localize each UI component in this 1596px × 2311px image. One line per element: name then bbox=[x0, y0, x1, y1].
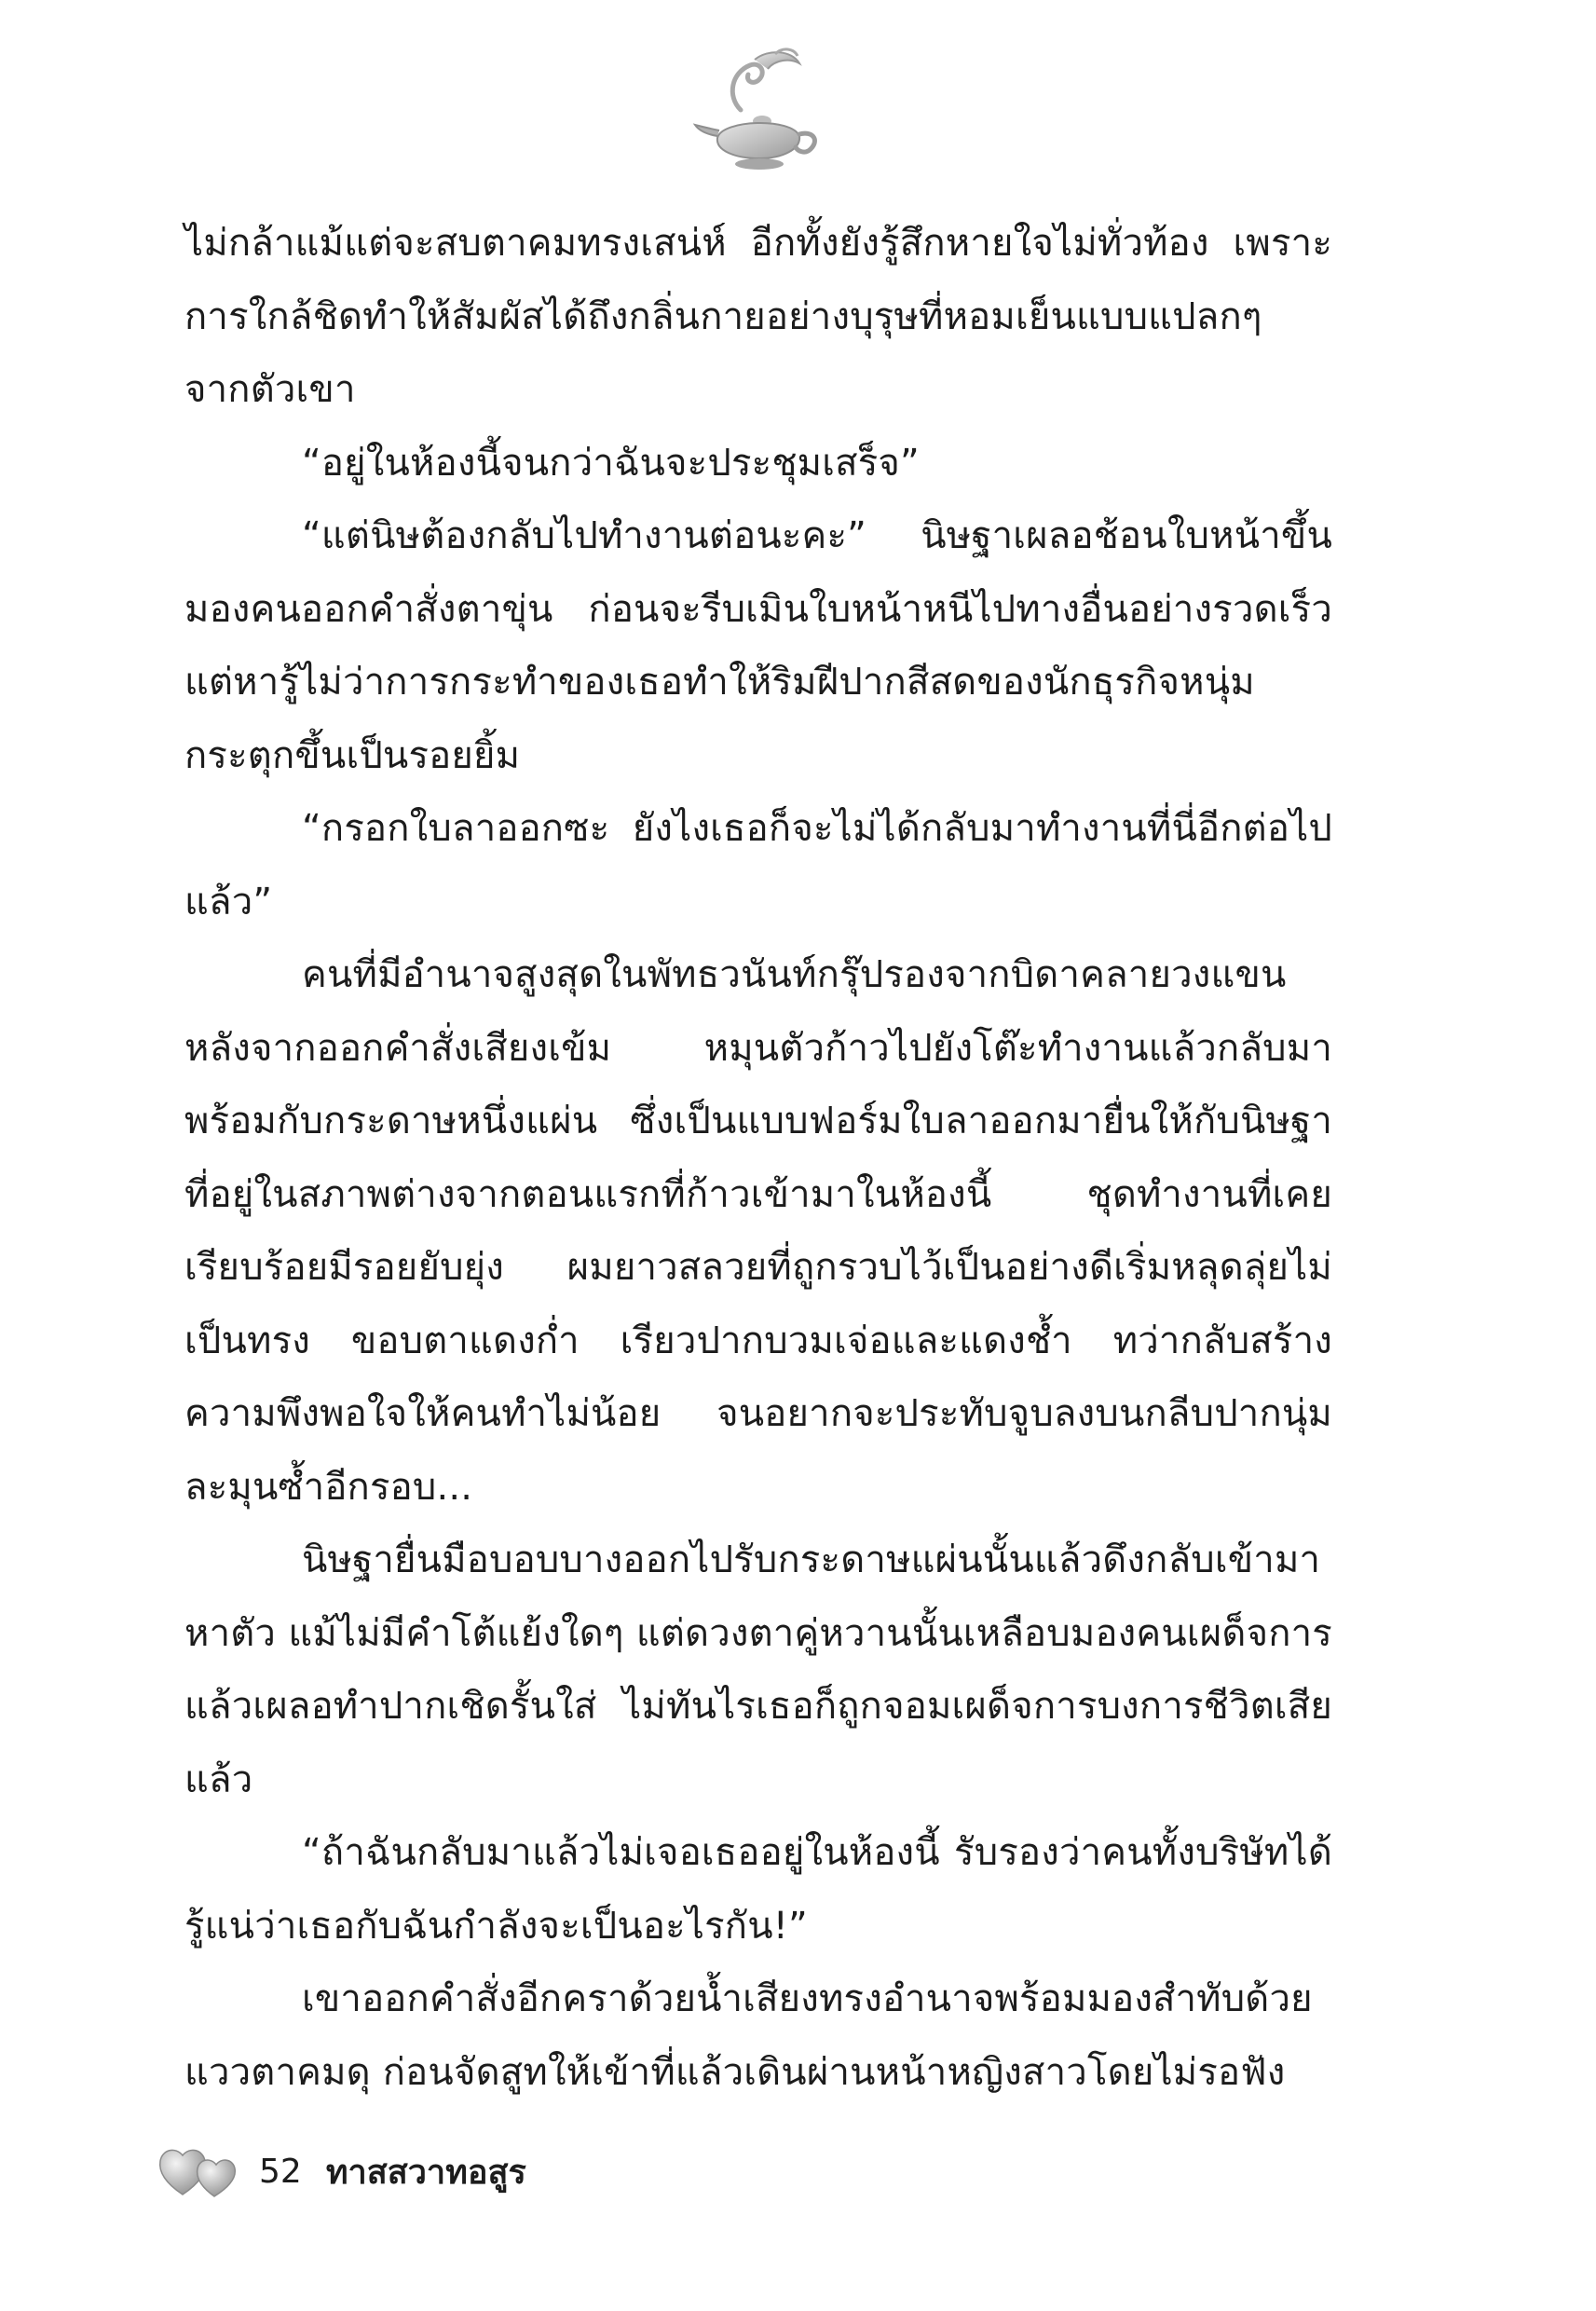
paragraph: นิษฐายื่นมือบอบบางออกไปรับกระดาษแผ่นนั้นแล้วดึงกลับเข้ามาหาตัว แม้ไม่มีคำโต้แย้งใดๆ แต่ดวงตาคู่หวานนั้นเหลือบมองคนเผด็จการแล้วเผลอทำปากเชิดรั้นใส่ ไม่ทันไรเธอก็ถูกจอมเผด็จการบงการชีวิตเสียแล้ว bbox=[184, 1538, 1332, 1801]
paragraph: ไม่กล้าแม้แต่จะสบตาคมทรงเสน่ห์ อีกทั้งยังรู้สึกหายใจไม่ทั่วท้อง เพราะการใกล้ชิดทำให้สัมผัสได้ถึงกลิ่นกายอย่างบุรุษที่หอมเย็นแบบแปลกๆ จากตัวเขา bbox=[184, 222, 1332, 411]
genie-lamp-icon bbox=[689, 45, 829, 175]
page-number: 52 bbox=[259, 2152, 302, 2191]
paragraph: เขาออกคำสั่งอีกคราด้วยน้ำเสียงทรงอำนาจพร้อมมองสำทับด้วยแววตาคมดุ ก่อนจัดสูทให้เข้าที่แล้วเดินผ่านหน้าหญิงสาวโดยไม่รอฟัง bbox=[184, 1977, 1313, 2094]
book-title: ทาสสวาทอสูร bbox=[325, 2153, 526, 2192]
paragraph: “อยู่ในห้องนี้จนกว่าฉันจะประชุมเสร็จ” bbox=[302, 441, 920, 485]
paragraph: “แต่นิษต้องกลับไปทำงานต่อนะคะ” นิษฐาเผลอช้อนใบหน้าขึ้นมองคนออกคำสั่งตาขุ่น ก่อนจะรีบเมินใบหน้าหนีไปทางอื่นอย่างรวดเร็ว แต่หารู้ไม่ว่าการกระทำของเธอทำให้ริมฝีปากสีสดของนักธุรกิจหนุ่มกระตุกขึ้นเป็นรอยยิ้ม bbox=[184, 514, 1332, 777]
paragraph: “ถ้าฉันกลับมาแล้วไม่เจอเธออยู่ในห้องนี้ รับรองว่าคนทั้งบริษัทได้รู้แน่ว่าเธอกับฉันกำลังจะเป็นอะไรกัน!” bbox=[184, 1831, 1332, 1948]
paragraph: “กรอกใบลาออกซะ ยังไงเธอก็จะไม่ได้กลับมาทำงานที่นี่อีกต่อไปแล้ว” bbox=[184, 807, 1332, 923]
hearts-icon bbox=[157, 2142, 242, 2200]
body-text bbox=[184, 207, 1332, 2109]
page-footer bbox=[157, 2134, 526, 2208]
paragraph: คนที่มีอำนาจสูงสุดในพัทธวนันท์กรุ๊ปรองจากบิดาคลายวงแขนหลังจากออกคำสั่งเสียงเข้ม หมุนตัวก้าวไปยังโต๊ะทำงานแล้วกลับมาพร้อมกับกระดาษหนึ่งแผ่น ซึ่งเป็นแบบฟอร์มใบลาออกมายื่นให้กับนิษฐาที่อยู่ในสภาพต่างจากตอนแรกที่ก้าวเข้ามาในห้องนี้ ชุดทำงานที่เคยเรียบร้อยมีรอยยับยุ่ง ผมยาวสลวยที่ถูกรวบไว้เป็นอย่างดีเริ่มหลุดลุ่ยไม่เป็นทรง ขอบตาแดงก่ำ เรียวปากบวมเจ่อและแดงช้ำ ทว่ากลับสร้างความพึงพอใจให้คนทำไม่น้อย จนอยากจะประทับจูบลงบนกลีบปากนุ่มละมุนซ้ำอีกรอบ... bbox=[184, 953, 1332, 1509]
